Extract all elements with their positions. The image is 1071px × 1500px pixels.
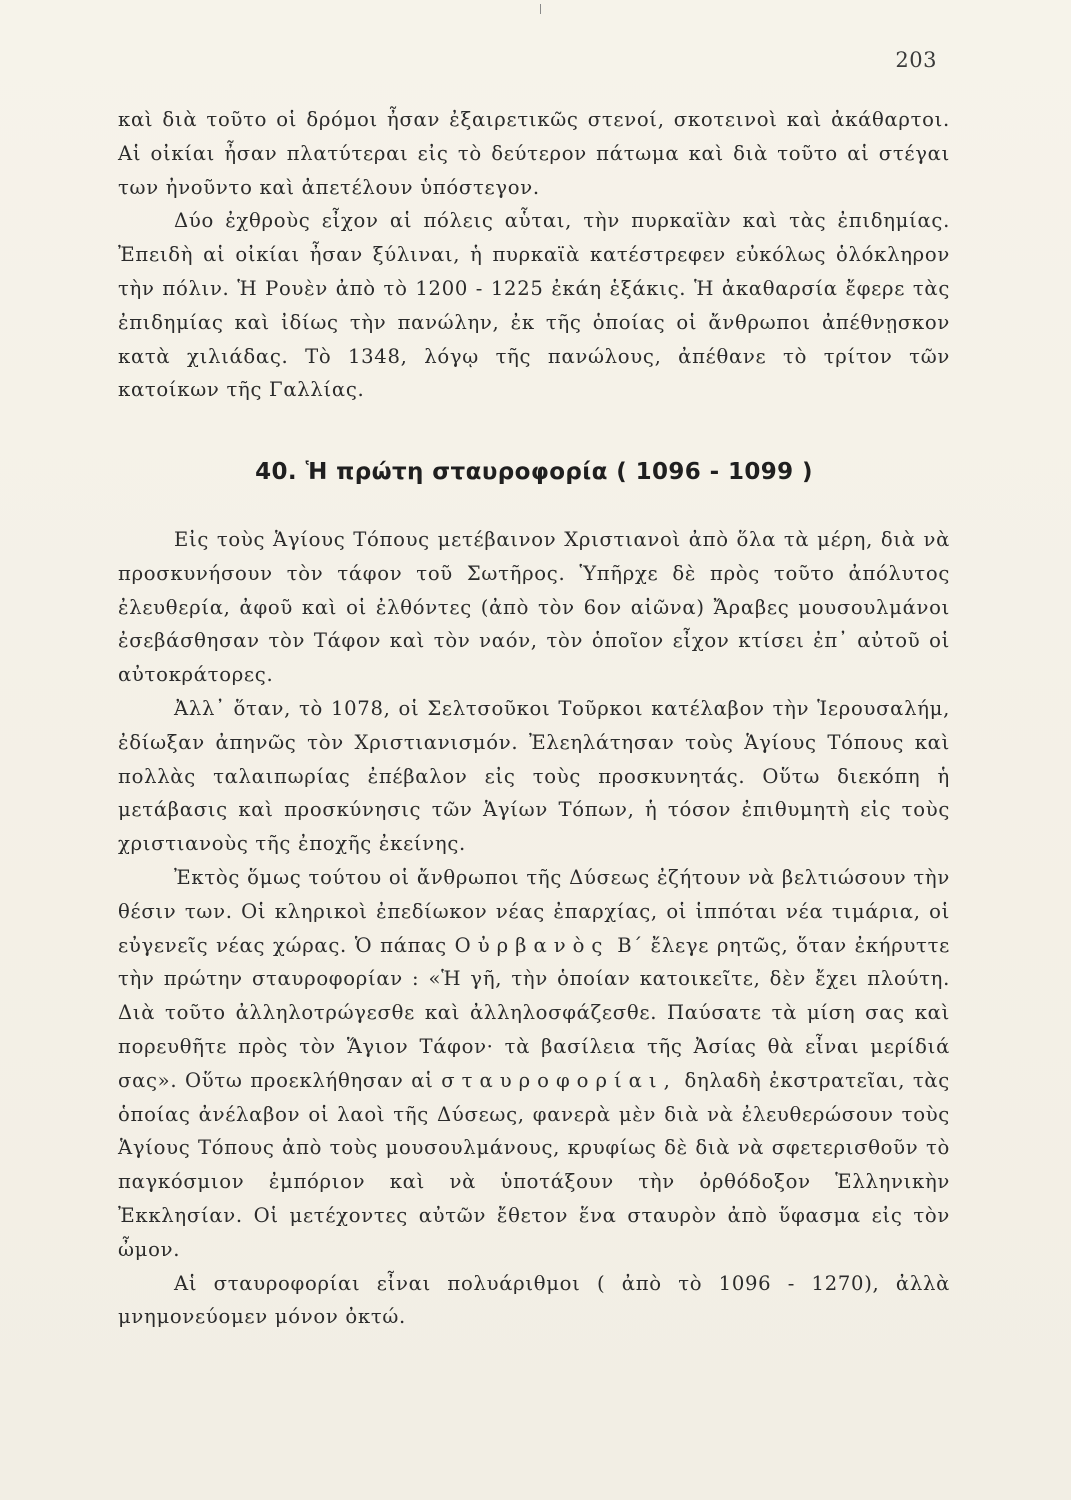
paragraph-crusades-count: Αἱ σταυροφορίαι εἶναι πολυάριθμοι ( ἀπὸ τὸ 1096 - 1270), ἀλλὰ μνημονεύομεν μόνον ὀκτώ. [118, 1271, 950, 1329]
pope-name: Οὐρβανὸς [454, 933, 610, 957]
section-heading: 40. Ἡ πρώτη σταυροφορία ( 1096 - 1099 ) [255, 459, 813, 485]
paragraph-motives [118, 861, 950, 1267]
crusades-term: σταυροφορίαι, [441, 1068, 677, 1092]
motives-text-1: Ἐκτὸς ὅμως τούτου οἱ ἄνθρωποι τῆς Δύσεως ἐζήτουν νὰ βελτιώσουν τὴν θέσιν των. Οἱ κληρικοὶ ἐπεδίωκον νέας ἐπαρχίας, οἱ ἱππόται νέα τιμάρια, οἱ εὐγενεῖς νέας χώρας. Ὁ πάπας [118, 865, 950, 957]
section-first-crusade [118, 523, 950, 1334]
paragraph-seljuks: Ἀλλ᾽ ὅταν, τὸ 1078, οἱ Σελτσοῦκοι Τοῦρκοι κατέλαβον τὴν Ἱερουσαλήμ, ἐδίωξαν ἀπηνῶς τὸν Χριστιανισμόν. Ἐλεηλάτησαν τοὺς Ἁγίους Τόπους καὶ πολλὰς ταλαιπωρίας ἐπέβαλον εἰς τοὺς προσκυνητάς. Οὕτω διεκόπη ἡ μετάβασις καὶ προσκύνησις τῶν Ἁγίων Τόπων, ἡ τόσον ἐπιθυμητὴ εἰς τοὺς χριστιανοὺς τῆς ἐποχῆς ἐκείνης. [118, 696, 950, 856]
binding-mark [540, 4, 541, 14]
paragraph-fires-epidemics: Δύο ἐχθροὺς εἶχον αἱ πόλεις αὗται, τὴν πυρκαϊὰν καὶ τὰς ἐπιδημίας. Ἐπειδὴ αἱ οἰκίαι ἦσαν ξύλιναι, ἡ πυρκαϊὰ κατέστρεφεν εὐκόλως ὁλόκληρον τὴν πόλιν. Ἡ Ρουὲν ἀπὸ τὸ 1200 - 1225 ἐκάη ἑξάκις. Ἡ ἀκαθαρσία ἔφερε τὰς ἐπιδημίας καὶ ἰδίως τὴν πανώλην, ἐκ τῆς ὁποίας οἱ ἄνθρωποι ἀπέθνῃσκον κατὰ χιλιάδας. Τὸ 1348, λόγῳ τῆς πανώλους, ἀπέθανε τὸ τρίτον τῶν κατοίκων τῆς Γαλλίας. [118, 209, 950, 402]
page-number: 203 [895, 48, 937, 72]
paragraph-narrow-streets: καὶ διὰ τοῦτο οἱ δρόμοι ἦσαν ἐξαιρετικῶς στενοί, σκοτεινοὶ καὶ ἀκάθαρτοι. Αἱ οἰκίαι ἦσαν πλατύτεραι εἰς τὸ δεύτερον πάτωμα καὶ διὰ τοῦτο αἱ στέγαι των ἠνοῦντο καὶ ἀπετέλουν ὑπόστεγον. [118, 108, 950, 199]
section-urban-life [118, 103, 950, 407]
motives-text-3: δηλαδὴ ἐκστρατεῖαι, τὰς ὁποίας ἀνέλαβον οἱ λαοὶ τῆς Δύσεως, φανερὰ μὲν διὰ νὰ ἐλευθερώσουν τοὺς Ἁγίους Τόπους ἀπὸ τοὺς μουσουλμάνους, κρυφίως δὲ διὰ νὰ σφετερισθοῦν τὸ παγκόσμιον ἐμπόριον καὶ νὰ ὑποτάξουν τὴν ὀρθόδοξον Ἑλληνικὴν Ἐκκλησίαν. Οἱ μετέχοντες αὐτῶν ἔθετον ἕνα σταυρὸν ἀπὸ ὕφασμα εἰς τὸν ὦμον. [118, 1068, 950, 1261]
paragraph-holy-places: Εἰς τοὺς Ἁγίους Τόπους μετέβαινον Χριστιανοὶ ἀπὸ ὅλα τὰ μέρη, διὰ νὰ προσκυνήσουν τὸν τάφον τοῦ Σωτῆρος. Ὑπῆρχε δὲ πρὸς τοῦτο ἀπόλυτος ἐλευθερία, ἀφοῦ καὶ οἱ ἐλθόντες (ἀπὸ τὸν 6ον αἰῶνα) Ἄραβες μουσουλμάνοι ἐσεβάσθησαν τὸν Τάφον καὶ τὸν ναόν, τὸν ὁποῖον εἶχον κτίσει ἐπ᾽ αὐτοῦ οἱ αὐτοκράτορες. [118, 528, 950, 687]
motives-text-2: Β΄ ἔλεγε ρητῶς, ὅταν ἐκήρυττε τὴν πρώτην σταυροφορίαν : «Ἡ γῆ, τὴν ὁποίαν κατοικεῖτε, δὲν ἔχει πλούτη. Διὰ τοῦτο ἀλληλοτρώγεσθε καὶ ἀλληλοσφάζεσθε. Παύσατε τὰ μίση σας καὶ πορευθῆτε πρὸς τὸν Ἅγιον Τάφον· τὰ βασίλεια τῆς Ἀσίας θὰ εἶναι μερίδιά σας». Οὕτω προεκλήθησαν αἱ [118, 933, 950, 1092]
